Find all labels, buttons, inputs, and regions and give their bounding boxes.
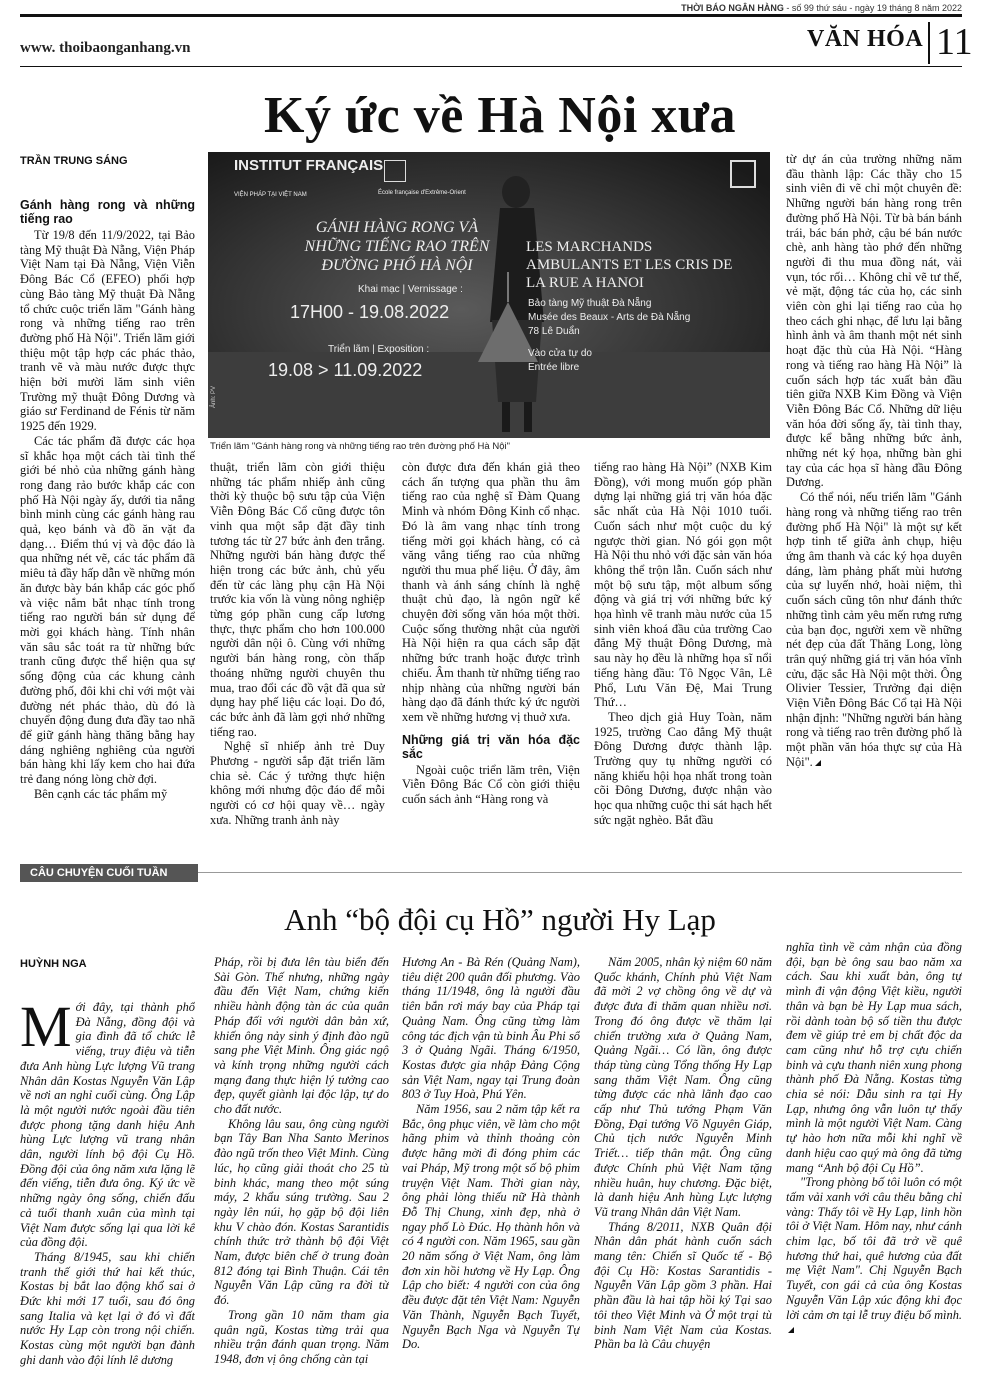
entry-vietnamese: Vào cửa tự do: [528, 348, 592, 359]
paragraph: còn được đưa đến khán giả theo cách ấn tượng qua phần thu âm tiếng rao của nghệ sĩ Đàm Quang Minh và nhóm Đông Kinh cổ nhạc. Đó là âm vang nhạc tính trong tiếng mời gọi khách hàng, có cả văng vẳng tiếng rao của những người thu mua phế liệu. Ở đây, âm thanh và ánh sáng chính là nghệ thuật chủ đạo, là ngôn ngữ kể chuyện đời sống văn hóa một thời. Cuộc sống thường nhật của người Hà Nội hiện ra qua cách sắp đặt những bức tranh hoặc được trình chiếu. Âm thanh từ những tiếng rao nhịp nhàng của những người bán hàng dạo đã đánh thức ký ức người xem về những hương vị thuở xưa.: [402, 460, 580, 724]
paragraph: Ngoài cuộc triển lãm trên, Viện Viễn Đông Bác Cổ còn giới thiệu cuốn sách ảnh “Hàng rong và: [402, 762, 580, 807]
paragraph: Theo dịch giả Huy Toàn, năm 1925, trường Cao đẳng Mỹ thuật Đông Dương được thành lập. Trường quy tụ những người có năng khiếu hội họa nhất trong toàn cõi Đông Dương, được nhận vào học qua những cuộc thi sát hạch hết sức ngặt nghèo. Bắt đầu: [594, 709, 772, 827]
paragraph: "Trong phòng bố tôi luôn có một tấm vải xanh với câu thêu bằng chỉ vàng: Thấy tôi về Hy Lạp, linh hồn tôi ở Việt Nam. Hôm nay, như cánh chim lạc, bố tôi đã trở về quê hương thứ hai, quê hương của đất mẹ Việt Nam". Chị Nguyễn Bạch Tuyết, con gái cả của ông Kostas Nguyễn Văn Lập xúc động khi đọc lời cảm ơn tại lễ truy điệu bố mình.: [786, 1175, 962, 1337]
article1-column-2: [210, 460, 385, 840]
drop-cap: M: [20, 1000, 72, 1059]
article1-subhead-1: Gánh hàng rong và những tiếng rao: [20, 198, 195, 226]
end-mark-icon: [815, 760, 821, 766]
paragraph: Mới đây, tại thành phố Đà Nẵng, đồng đội và gia đình đã tổ chức lễ viếng, truy điệu và tiễn đưa Anh hùng Lực lượng Vũ trang Nhân dân Kostas Nguyễn Văn Lập về nơi an nghỉ cuối cùng. Ông Lập là một người nước ngoài đầu tiên được phong tặng danh hiệu Anh hùng Lực lượng vũ trang nhân dân, người lính bộ đội Cụ Hồ. Đồng đội của ông năm xưa lặng lẽ đến viếng, tiễn đưa ông. Ký ức về những ngày ông sống, chiến đấu cả tuổi thanh xuân của mình tại Việt Nam được sống lại qua lời kể của đồng đội.: [20, 1000, 195, 1250]
efeo-logo-icon: [384, 160, 406, 182]
article1-column-3: [402, 460, 580, 840]
article1-subhead-2: Những giá trị văn hóa đặc sắc: [402, 732, 580, 761]
article2-column-2: [214, 955, 389, 1385]
opening-time: 17H00 - 19.08.2022: [290, 302, 450, 322]
photo-credit: Ảnh: PV: [211, 385, 217, 408]
end-mark-icon: [788, 1327, 794, 1333]
paragraph: thuật, triển lãm còn giới thiệu những tác phẩm nhiếp ảnh cũng thời kỳ thuộc bộ sưu tập của Viện Viễn Đông Bác Cổ cũng được tôn vinh qua một sắp đặt đầy tinh tương tác từ 27 bức ảnh đen trắng. Những người bán hàng được thể hiện trong các bức ảnh, chủ yếu đến từ các làng phụ cận Hà Nội trước kia vốn là vùng nông nghiệp từng góp phần cung cấp lương thực, thực phẩm cho hơn 100.000 người dân nội ô. Cùng với những người bán hàng rong, còn thấp thoáng những người chuyên thu mua, trao đổi các đồ vật đã qua sử dụng hay phế liệu các loại. Do đó, các bức ảnh đã làm gợi nhớ những tiếng rao.: [210, 460, 385, 739]
paragraph: Tháng 8/1945, sau khi chiến tranh thế giới thứ hai kết thúc, Kostas bị bắt lao động khổ sai ở Đức khi mới 17 tuổi, sau đó ông sang Italia và kẹt lại ở đó vì đất nước Hy Lạp còn trong nội chiến. Kostas cùng một người bạn đành ghi danh vào đội lính lê dương: [20, 1249, 195, 1367]
paragraph: Các tác phẩm đã được các họa sĩ khắc họa một cách tài tình thế giới bé nhỏ của những gánh hàng rong đang rảo bước khắp các con phố Hà Nội ngày ấy, dưới tia nắng bình minh cùng các gánh hàng rau quả, kẹo bánh và đồ ăn vặt đa dạng… Điểm thú vị và độc đáo là qua những nét vẽ, các tác phẩm đã miêu tả đầy hấp dẫn về những món ăn được bày bán khắp các góc phố và việc nắm bắt nhạc tính trong tiếng rao người bán sử dụng để mời gọi khách hàng. Tính nhân văn sâu sắc toát ra từ những bức tranh cũng được thể hiện qua sự sống động của các khung cảnh đường phố, đôi khi chỉ với một vài đường nét phác thảo, dù đó là chuyển động đung đưa đầy tao nhã để giữ gánh hàng thăng bằng hay dáng nghiêng nghiêng của người bán hàng khi lấy kem cho hai đứa trẻ đang nóng lòng chờ đợi.: [20, 433, 195, 787]
paragraph: nghĩa tình về cảm nhận của đồng đội, bạn bè ông sau bao năm xa cách. Sau khi xuất bản, ông tự mình đi vận động Việt kiều, người thân và bạn bè Hy Lạp mua sách, rồi dành toàn bộ số tiền thu được đem về giúp trẻ em bị chất độc da cam cũng như hỗ trợ cựu chiến binh và cựu thanh niên xung phong thành phố Đà Nẵng. Kostas từng chia sẻ nói: Dẫu sinh ra tại Hy Lạp, nhưng ông vẫn luôn tự thấy mình là một người Việt Nam. Càng tự hào hơn nữa mỗi khi nghĩ về danh hiệu cao quý mà ông đã từng mang “Anh bộ đội Cụ Hồ”.: [786, 940, 962, 1175]
paragraph: Tháng 8/2011, NXB Quân đội Nhân dân phát hành cuốn sách mang tên: Chiến sĩ Quốc tế - Bộ đội Cụ Hồ: Kostas Sarantidis - Nguyễn Văn Lập gồm 3 phần. Hai phần đầu là hai tập hồi ký Tại sao tôi theo Việt Minh và Ở một trại tù binh Nam Việt Nam của Kostas. Phần ba là Câu chuyện: [594, 1219, 772, 1352]
article1-column-4: [594, 460, 772, 840]
article1-byline: TRẦN TRUNG SÁNG: [20, 155, 128, 167]
website-url[interactable]: www. thoibaonganhang.vn: [20, 40, 191, 56]
venue-address: 78 Lê Duẩn: [528, 326, 580, 337]
exhibition-poster-photo: [208, 152, 770, 438]
article2-column-3: [402, 955, 580, 1385]
photo-caption: Triển lãm "Gánh hàng rong và những tiếng rao trên đường phố Hà Nội": [210, 441, 510, 452]
article2-column-1: [20, 1000, 195, 1385]
institut-francais-logo: INSTITUT FRANÇAIS: [234, 157, 384, 174]
museum-logo-icon: [730, 160, 756, 188]
paragraph: Hương An - Bà Rén (Quảng Nam), tiêu diệt 200 quân đối phương. Vào tháng 11/1948, ông là người đầu tiên bắn rơi máy bay của Pháp tại Quảng Nam. Ông cũng từng làm công tác địch vận tù binh Âu Phi số 3 ở Quảng Ngãi. Tháng 6/1950, Kostas được gia nhập Đảng Cộng sản Việt Nam, ngay tại Trung đoàn 803 ở Tuy Hoà, Phú Yên.: [402, 955, 580, 1102]
poster-title-french: LES MARCHANDS AMBULANTS ET LES CRIS DE LA RUE A HANOI: [526, 239, 733, 291]
paragraph: Năm 1956, sau 2 năm tập kết ra Bắc, ông phục viên, về làm cho một hãng phim và thỉnh thoảng còn được hãng mời đi đóng phim các vai Pháp, Mỹ trong một số bộ phim truyện Việt Nam. Thời gian này, ông phải lòng thiếu nữ Hà thành Đỗ Thị Chung, xinh đẹp, nhà ở ngay phố Lò Đúc. Họ thành hôn và có 4 người con. Năm 1965, sau gần 20 năm sống ở Việt Nam, ông làm đơn xin hồi hương về Hy Lạp. Ông Lập cho biết: 4 người con của ông đều được đặt tên Việt Nam: Nguyễn Văn Thành, Nguyễn Bạch Tuyết, Nguyễn Bạch Nga và Nguyễn Tự Do.: [402, 1102, 580, 1352]
paragraph: từ dự án của trường những năm đầu thành lập: Các thầy cho 15 sinh viên đi vẽ chỉ một chuyên đề: Những người bán hàng rong trên đường phố Hà Nội. Từ bà bán bánh trái, bác bán phở, cậu bé bán nước chè, anh hàng tào phớ đến những người đi thu mua đồng nát, vải vụn, tóc rối… Không chỉ vẽ tư thế, vẻ mặt, động tác của họ, các sinh viên còn ghi lại tiếng rao của họ theo cách ghi nhạc, để lưu lại bằng hình ảnh và âm thanh một nét sinh hoạt đặc thù của Hà Nội. “Hàng rong và tiếng rao hàng Hà Nội” là cuốn sách hợp tác xuất bản đầu tiên giữa NXB Kim Đồng và Viện Viễn Đông Bác Cổ. Những dữ liệu văn hóa đời sống ấy, tài tình thay, được kể bằng những bức ảnh, những nét ký họa, những bàn ghi tay của các họa sĩ hàng đầu Đông Dương.: [786, 152, 962, 490]
article2-title: Anh “bộ đội cụ Hồ” người Hy Lạp: [284, 902, 716, 937]
exhibit-dates: 19.08 > 11.09.2022: [268, 360, 423, 380]
poster-title-vietnamese: GÁNH HÀNG RONG VÀ NHỮNG TIẾNG RAO TRÊN ĐƯỜNG PHỐ HÀ NỘI: [304, 219, 490, 274]
venue-vietnamese: Bảo tàng Mỹ thuật Đà Nẵng: [528, 298, 652, 309]
paragraph: Bên cạnh các tác phẩm mỹ: [34, 786, 168, 801]
efeo-logo-text: École française d'Extrême-Orient: [378, 190, 466, 196]
paragraph: Không lâu sau, ông cùng người bạn Tây Ban Nha Santo Merinos đào ngũ trốn theo Việt Minh. Cùng lúc, họ cũng giải thoát cho 25 tù binh khác, mang theo một súng máy, 2 khẩu súng trường. Sau 2 ngày lên núi, họ gặp bộ đội liên khu V chào đón. Kostas Sarantidis chính thức trở thành bộ đội Việt Nam, được biên chế ở trung đoàn 812 đóng tại Bình Thuận. Cái tên Nguyễn Văn Lập cũng ra đời từ đó.: [214, 1116, 389, 1308]
article1-column-1: [20, 198, 195, 838]
venue-french: Musée des Beaux - Arts de Đà Nẵng: [528, 312, 691, 323]
article2-column-4: [594, 955, 772, 1385]
paragraph: Năm 2005, nhân kỷ niệm 60 năm Quốc khánh, Chính phủ Việt Nam đã mời 2 vợ chồng ông về dự và được đưa đi thăm quan nhiều nơi. Trong đó ông được về thăm lại chiến trường xưa ở Quảng Nam, Quảng Ngãi… Có lần, ông được tháp tùng cùng Tổng thống Hy Lạp sang thăm Việt Nam. Ông cũng từng được các nhà lãnh đạo cao cấp như Thủ tướng Phạm Văn Đồng, Đại tướng Võ Nguyên Giáp, Chủ tịch nước Nguyễn Minh Triết… tiếp thân mật. Ông cũng được Chính phủ Việt Nam tặng nhiều huân, huy chương. Đặc biệt, là danh hiệu Anh hùng Lực lượng Vũ trang Nhân dân Việt Nam.: [594, 955, 772, 1219]
paragraph: Pháp, rồi bị đưa lên tàu biển đến Sài Gòn. Thế nhưng, những ngày đầu đến Việt Nam, chứng kiến nhiều hành động tàn ác của quân Pháp đối với người dân bản xứ, khiến ông nảy sinh ý định đào ngũ sang phe Việt Minh. Ông giác ngộ và kính trọng những người cách mạng đang thực hiện lý tưởng cao đẹp, quyết giành lại độc lập, tự do cho đất nước.: [214, 955, 389, 1117]
article2-byline: HUỲNH NGA: [20, 958, 87, 970]
opening-label: Khai mạc | Vernissage :: [358, 284, 463, 295]
section-band: CÂU CHUYỆN CUỐI TUẦN: [20, 864, 198, 882]
paragraph: Từ 19/8 đến 11/9/2022, tại Bảo tàng Mỹ thuật Đà Nẵng, Viện Pháp Việt Nam tại Đà Nẵng, Viện Viễn Đông Bác Cổ (EFEO) phối hợp cùng Bảo tàng Mỹ thuật Đà Nẵng tổ chức cuộc triển lãm "Gánh hàng rong và những tiếng rao trên đường phố Hà Nội". Triển lãm giới thiệu một tập hợp các phác thảo, tranh vẽ và màu nước được thực hiện bởi mười lăm sinh viên Trường mỹ thuật Đông Dương và giáo sư Ferdinand de Fénis từ năm 1925 đến 1929.: [20, 228, 195, 434]
article1-title: Ký ức về Hà Nội xưa: [264, 87, 736, 144]
page-number: 11: [936, 21, 973, 63]
paragraph: tiếng rao hàng Hà Nội” (NXB Kim Đồng), với mong muốn góp phần dựng lại những giá trị văn hóa đặc sắc nhất của Hà Nội 1010 tuổi. Cuốn sách như một cuộc du ký ngược thời gian. Nó gói gọn một Hà Nội thu nhỏ với đặc sản văn hóa không thể trộn lẫn. Cuốn sách như một bộ sưu tập, một album sống động và giá trị với những bức ký họa hình vẽ tranh màu nước của 15 sinh viên khoá đầu của trường Cao đẳng Mỹ thuật Đông Dương, mà sau này họ đều là những họa sĩ nổi tiếng hàng đầu: Tô Ngọc Vân, Lê Phổ, Lưu Văn Đệ, Mai Trung Thứ…: [594, 460, 772, 710]
article1-column-5: [786, 152, 962, 848]
section-divider: [928, 22, 930, 64]
article2-column-5: [786, 940, 962, 1385]
entry-french: Entrée libre: [528, 362, 580, 373]
paragraph: Nghệ sĩ nhiếp ảnh trẻ Duy Phương - người sắp đặt triển lãm chia sẻ. Các ý tưởng thực hiện không mới nhưng độc đáo để mỗi người có cơ hội quay về… ngày xưa. Những tranh ảnh này: [210, 739, 385, 827]
paragraph: Trong gần 10 năm tham gia quân ngũ, Kostas từng trải qua nhiều trận đánh quan trọng. Năm 1948, đơn vị ông chống càn tại: [214, 1307, 389, 1366]
exhibit-label: Triển lãm | Exposition :: [328, 344, 430, 355]
section-title: VĂN HÓA: [807, 26, 924, 52]
issue-line: THỜI BÁO NGÂN HÀNG - số 99 thứ sáu - ngày 19 tháng 8 năm 2022: [681, 3, 962, 13]
institut-francais-subtitle: VIỆN PHÁP TẠI VIỆT NAM: [234, 192, 307, 198]
header-rule: [20, 14, 962, 17]
paragraph: Có thể nói, nếu triển lãm "Gánh hàng rong và những tiếng rao trên đường phố Hà Nội" là một sự kết hợp tinh tế giữa ảnh chụp, hiệu ứng âm thanh và các ký họa duyên dáng, làm phảng phất mùi hương của sự luyến nhớ, hoài niệm, thì cuốn sách cũng tôn như đánh thức những tình cảm yêu mến rưng rưng của bạn đọc, người xem về những nét đẹp của đất Thăng Long, lòng trân quý những giá trị văn hóa vĩnh cửu, đặc sắc Hà Nội một thời. Ông Olivier Tessier, Trưởng đại diện Viện Viễn Đông Bác Cổ tại Hà Nội nhận định: "Những người bán hàng rong và tiếng rao trên đường phố là một phần văn hóa thực sự của Hà Nội".: [786, 490, 962, 769]
header-bottom-rule: [20, 66, 962, 67]
